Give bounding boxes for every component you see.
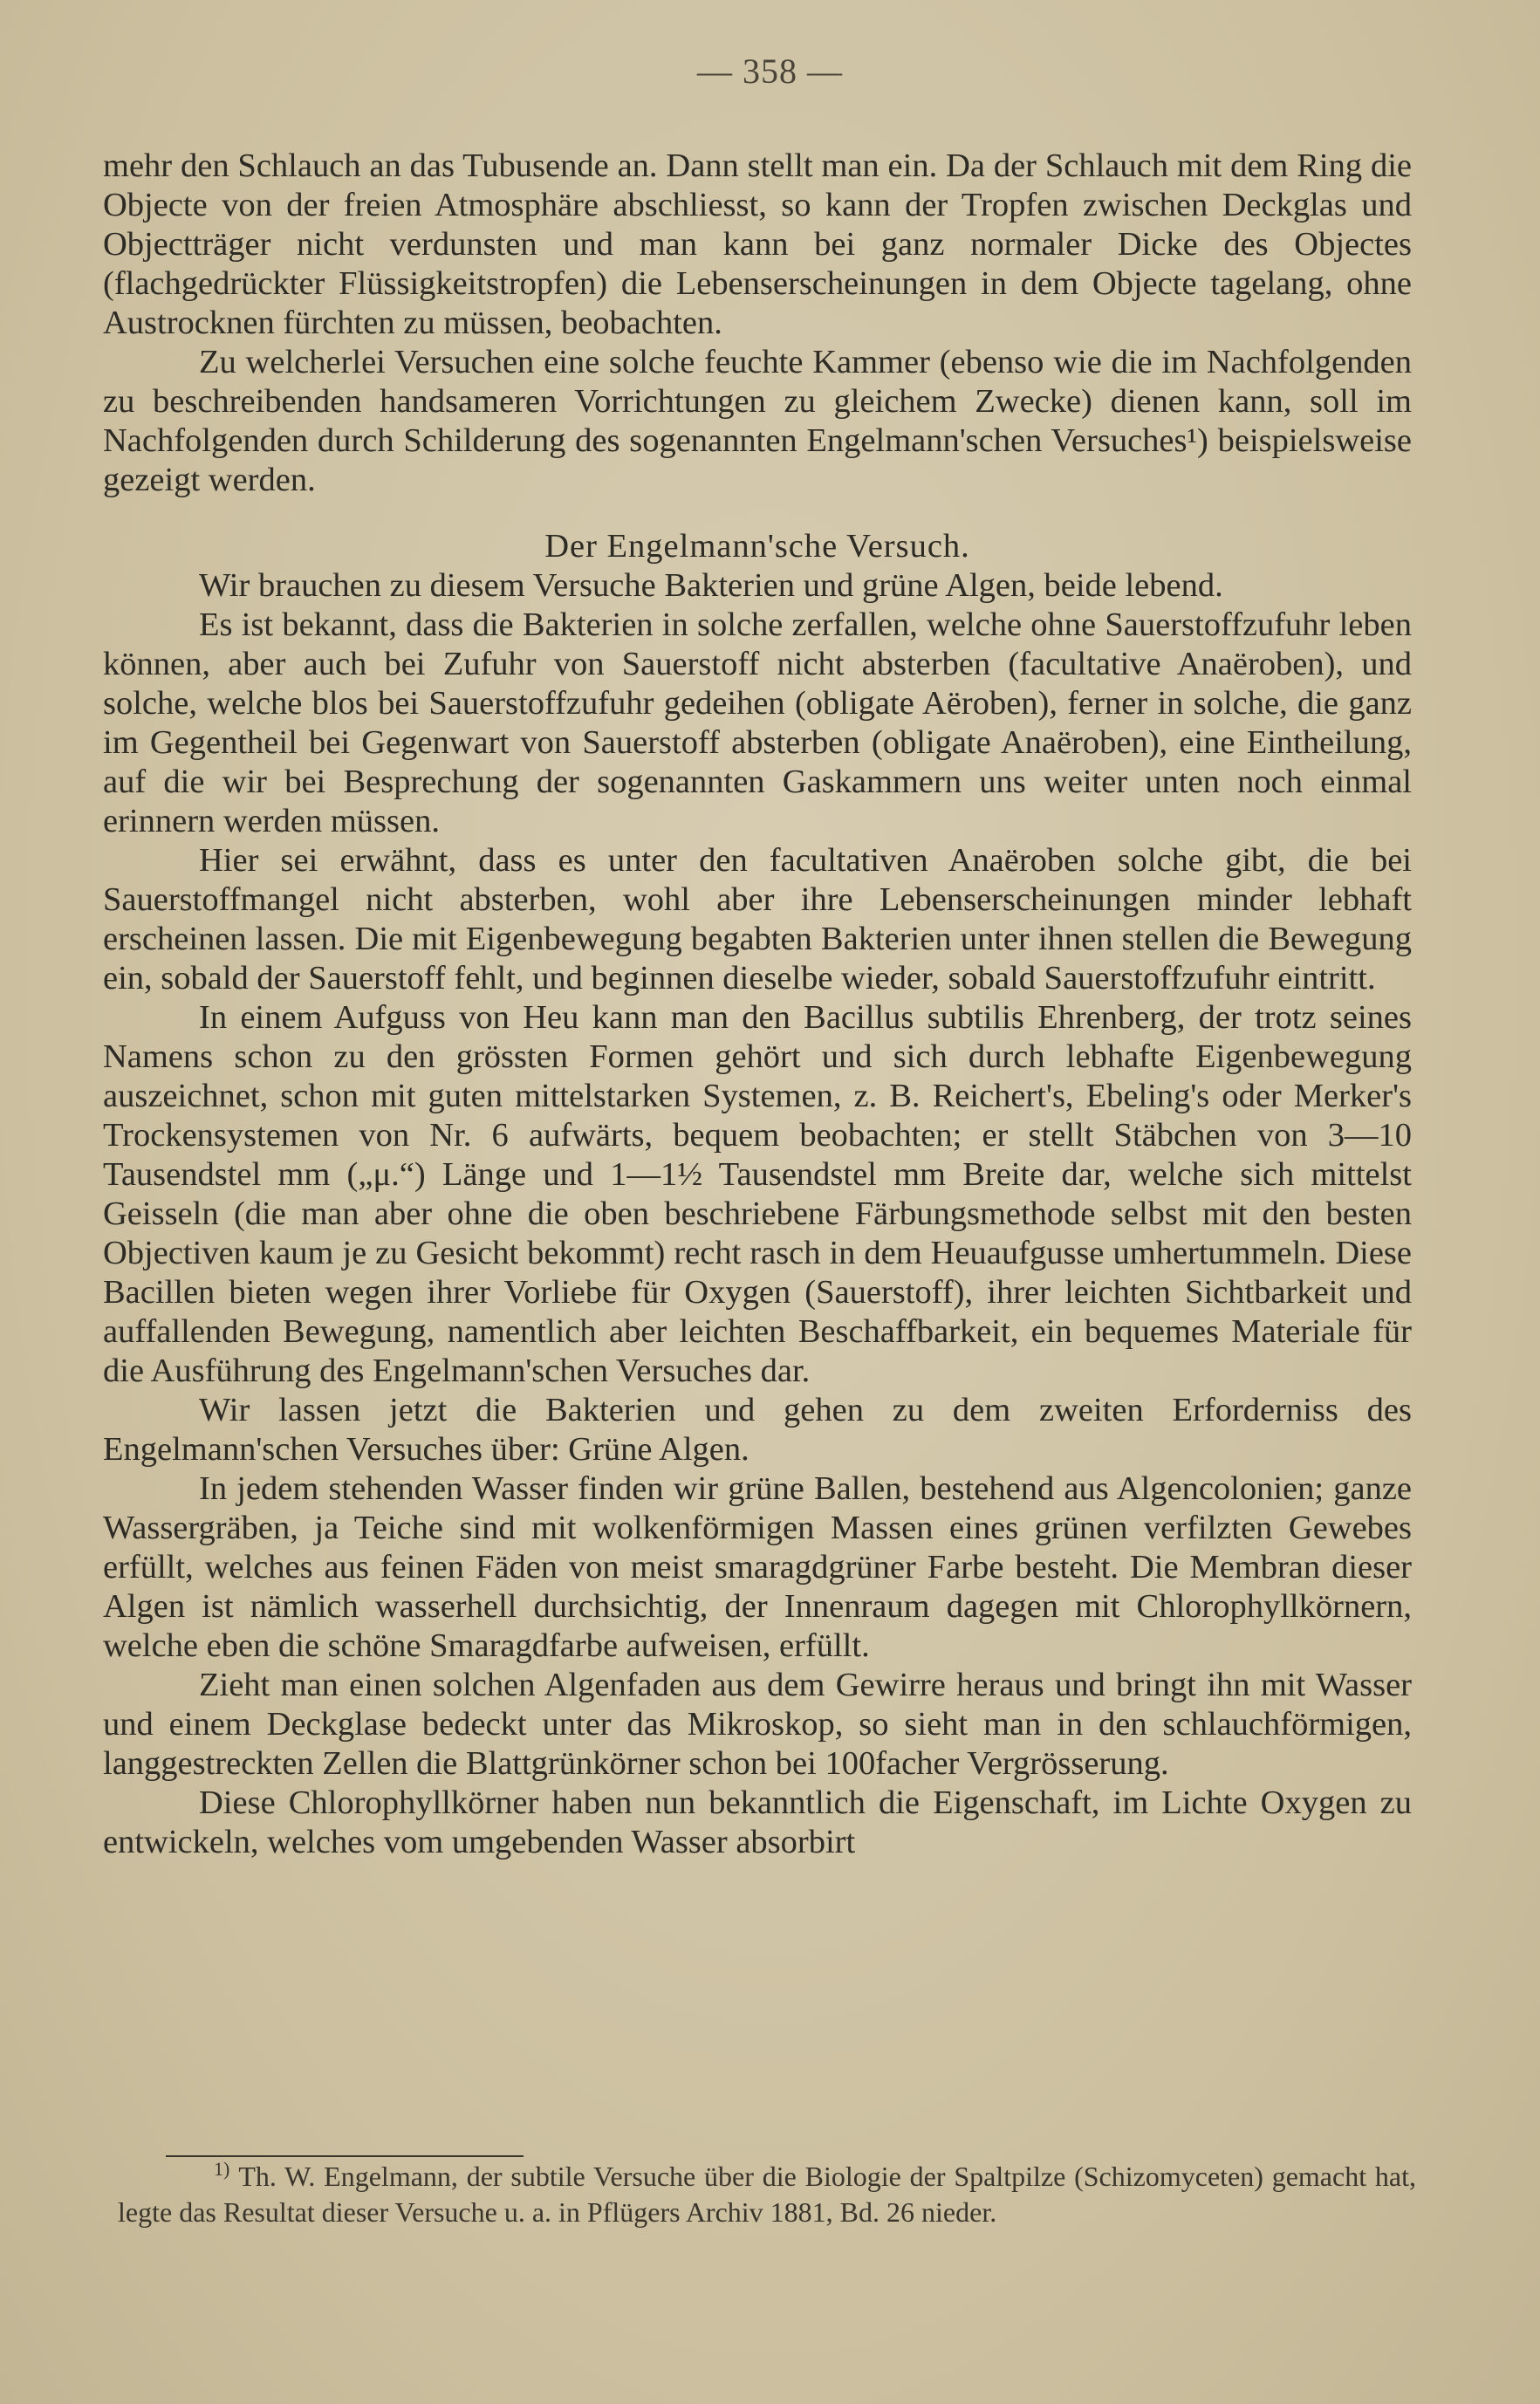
footnote-text: Th. W. Engelmann, der subtile Versuche über die Biologie der Spaltpilze (Schizomyceten) gemacht hat, legte das Resultat dieser Versuche u. a. in Pflügers Archiv 1881, Bd. 26 nieder.: [118, 2161, 1416, 2228]
section-paragraph-2: Es ist bekannt, dass die Bakterien in solche zerfallen, welche ohne Sauerstoffzufuhr leben können, aber auch bei Zufuhr von Sauerstoff nicht absterben (facultative Anaëroben), und solche, welche blos bei Sauerstoffzufuhr gedeihen (obligate Aëroben), ferner in solche, die ganz im Gegentheil bei Gegenwart von Sauerstoff absterben (obligate Anaëroben), eine Eintheilung, auf die wir bei Besprechung der sogenannten Gaskammern uns weiter unten noch einmal erinnern werden müssen.: [103, 606, 1412, 839]
footnote-rule: [166, 2155, 524, 2157]
section-paragraph-1: Wir brauchen zu diesem Versuche Bakterien und grüne Algen, beide lebend.: [199, 567, 1223, 604]
section-heading: Der Engelmann'sche Versuch.: [544, 528, 970, 565]
paragraph-1: mehr den Schlauch an das Tubusende an. Dann stellt man ein. Da der Schlauch mit dem Ring die Objecte von der freien Atmosphäre abschliesst, so kann der Tropfen zwischen Deckglas und Objectträger nicht verdunsten und man kann bei ganz normaler Dicke des Objectes (flachgedrückter Flüssigkeitstropfen) die Lebenserscheinungen in dem Objecte tagelang, ohne Austrocknen fürchten zu müssen, beobachten.: [103, 147, 1412, 341]
section-paragraph-7: Zieht man einen solchen Algenfaden aus dem Gewirre heraus und bringt ihn mit Wasser und einem Deckglase bedeckt unter das Mikroskop, so sieht man in den schlauchförmigen, langgestreckten Zellen die Blattgrünkörner schon bei 100facher Vergrösserung.: [103, 1667, 1412, 1782]
main-text: [103, 147, 1412, 1862]
page-number: — 358 —: [697, 51, 843, 91]
section-paragraph-4: In einem Aufguss von Heu kann man den Bacillus subtilis Ehrenberg, der trotz seines Namens schon zu den grössten Formen gehört und sich durch lebhafte Eigenbewegung auszeichnet, schon mit guten mittelstarken Systemen, z. B. Reichert's, Ebeling's oder Merker's Trockensystemen von Nr. 6 aufwärts, bequem beobachten; er stellt Stäbchen von 3—10 Tausendstel mm („μ.“) Länge und 1—1½ Tausendstel mm Breite dar, welche sich mittelst Geisseln (die man aber ohne die oben beschriebene Färbungsmethode selbst mit den besten Objectiven kaum je zu Gesicht bekommt) recht rasch in dem Heuaufgusse umhertummeln. Diese Bacillen bieten wegen ihrer Vorliebe für Oxygen (Sauerstoff), ihrer leichten Sichtbarkeit und auffallenden Bewegung, namentlich aber leichten Beschaffbarkeit, ein bequemes Materiale für die Ausführung des Engelmann'schen Versuches dar.: [103, 999, 1412, 1389]
paragraph-2: Zu welcherlei Versuchen eine solche feuchte Kammer (ebenso wie die im Nachfolgenden zu beschreibenden handsameren Vorrichtungen zu gleichem Zwecke) dienen kann, soll im Nachfolgenden durch Schilderung des sogenannten Engelmann'schen Versuches¹) beispielsweise gezeigt werden.: [103, 344, 1412, 498]
footnote: 1) Th. W. Engelmann, der subtile Versuche über die Biologie der Spaltpilze (Schizomyceten) gemacht hat, legte das Resultat dieser Versuche u. a. in Pflügers Archiv 1881, Bd. 26 nieder.: [118, 2158, 1416, 2228]
section-paragraph-5: Wir lassen jetzt die Bakterien und gehen zu dem zweiten Erforderniss des Engelmann'schen Versuches über: Grüne Algen.: [103, 1392, 1412, 1468]
section-paragraph-6: In jedem stehenden Wasser finden wir grüne Ballen, bestehend aus Algencolonien; ganze Wassergräben, ja Teiche sind mit wolkenförmigen Massen eines grünen verfilzten Gewebes erfüllt, welches aus feinen Fäden von meist smaragdgrüner Farbe besteht. Die Membran dieser Algen ist nämlich wasserhell durchsichtig, der Innenraum dagegen mit Chlorophyllkörnern, welche eben die schöne Smaragdfarbe aufweisen, erfüllt.: [103, 1470, 1412, 1664]
section-paragraph-8: Diese Chlorophyllkörner haben nun bekanntlich die Eigenschaft, im Lichte Oxygen zu entwickeln, welches vom umgebenden Wasser absorbirt: [103, 1784, 1412, 1860]
section-paragraph-3: Hier sei erwähnt, dass es unter den facultativen Anaëroben solche gibt, die bei Sauerstoffmangel nicht absterben, wohl aber ihre Lebenserscheinungen minder lebhaft erscheinen lassen. Die mit Eigenbewegung begabten Bakterien unter ihnen stellen die Bewegung ein, sobald der Sauerstoff fehlt, und beginnen dieselbe wieder, sobald Sauerstoffzufuhr eintritt.: [103, 842, 1412, 997]
